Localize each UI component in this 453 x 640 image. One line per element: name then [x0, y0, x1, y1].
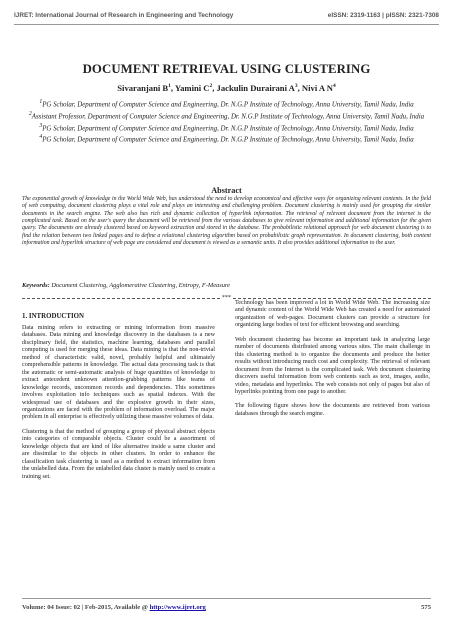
paragraph: The following figure shows how the documents are retrieved from various databases through the search engine.: [235, 403, 430, 417]
paper-title: DOCUMENT RETRIEVAL USING CLUSTERING: [82, 62, 371, 76]
header-rule: [14, 24, 439, 25]
abstract-heading: Abstract: [211, 186, 242, 195]
section-heading-introduction: 1. INTRODUCTION: [22, 313, 85, 320]
separator-line: [22, 298, 220, 299]
footer-rule: [22, 598, 431, 599]
paragraph: Technology has been improved a lot in World Wide Web. The increasing size and dynamic content of the World Wide Web has created a need for automated organization of web-pages. Document clusters can provide a structure for organizing large bodies of text for efficient browsing and searching.: [235, 300, 430, 329]
left-column: [22, 325, 215, 488]
affiliation: $^4$PG Scholar, Department of Computer Science and Engineering, Dr. N.G.P Institute of Technology, Anna University, Tamil Nadu, India: [39, 134, 414, 144]
affiliations: [22, 98, 431, 145]
keywords-label: Keywords:: [22, 282, 50, 289]
author: Yamini $C^2$: [174, 83, 213, 93]
issn: eISSN: 2319-1163 | pISSN: 2321-7308: [327, 12, 439, 19]
journal-name: IJRET: International Journal of Research in Engineering and Technology: [14, 12, 234, 19]
page-footer: [22, 604, 431, 611]
page-number: 575: [421, 604, 431, 611]
right-column: [235, 300, 430, 425]
paragraph: Data mining refers to extracting or mining information from massive databases. Data mining and knowledge discovery in the databases is a new disciplinary field, the statistics, machine learning, databases and parallel computing is used for merging these ideas. Data mining is that the non-trivial method of characteristic valid, novel, probably helpful and ultimately comprehensible patterns in knowledge. The actual data processing task is that the automatic or semi-automatic analysis of huge quantities of knowledge to extract antecedent unknown attention-grabbing patterns like teams of knowledge records, uncommon records and dependencies. This sometimes involves exploitation info techniques such as spatial indexes. With the widespread use of databases and the explosive growth in their sizes, organizations are faced with the problem of information overload. The major problem in all enterprise is effectively utilizing these massive volumes of data.: [22, 325, 215, 421]
author-list: Sivaranjani $B^1$, Yamini $C^2$, Jackulin Durairani $A^3$, Nivi A $N^4$: [117, 83, 336, 93]
author: Nivi A $N^4$: [301, 83, 336, 93]
keywords-text: Document Clustering, Agglomerative Clustering, Entropy, F-Measure: [51, 282, 230, 289]
footer-volume: Volume: 04 Issue: 02 | Feb-2015, Available @ http://www.ijret.org: [22, 604, 206, 611]
affiliation: $^3$PG Scholar, Department of Computer Science and Engineering, Dr. N.G.P Institute of Technology, Anna University, Tamil Nadu, India: [39, 122, 414, 132]
author: Sivaranjani $B^1$: [117, 83, 171, 93]
affiliation: $^2$Assistant Professor, Department of Computer Science and Engineering, Dr. N.G.P Institute of Technology, Anna University, Tamil Nadu, India: [28, 110, 425, 121]
running-header: [14, 12, 439, 19]
paragraph: Web document clustering has become an important task in analyzing large number of documents distributed among various sites. The main challenge in this clustering method is to organize the documents and produce the better results without introducing much cost and complexity. The retrieval of relevant document from the Internet is the complicated task. Web document clustering discovers useful information from web contents such as text, images, audio, video, metadata and hyperlinks. The web consists not only of pages but also of hyperlinks pointing from one page to another.: [235, 336, 430, 395]
author: Jackulin Durairani $A^3$: [216, 83, 298, 93]
separator-stars: ***: [222, 295, 231, 301]
keywords: [22, 282, 431, 289]
separator-line: [233, 298, 431, 299]
journal-link[interactable]: http://www.ijret.org: [149, 604, 206, 611]
abstract-body: The exponential growth of knowledge in the World Wide Web, has understood the need to develop economical and effective ways for organizing relevant contents. In the field of web computing, document clustering plays a vital role and plays an interesting and challenging problem. Document clustering is mainly used for grouping the similar documents in the search engine. The web also has rich and dynamic collection of hyperlink information. The retrieval of relevant document from the internet is the complicated task. Based on the user's query the document will be retrieved from the various databases to give relevant information and additional information for the given query. The documents are already clustered based on keyword extraction and stored in the database. The probabilistic relational approach for web document clustering is to find the relation between two linked pages and to define a relational clustering algorithm based on probabilistic graph representation. In document clustering, both content information and hyperlink structure of web page are considered and document is viewed as a semantic units. It also provides additional information to the user.: [22, 196, 431, 247]
paragraph: Clustering is that the method of grouping a group of physical abstract objects into categories of comparable objects. Cluster could be a assortment of knowledge objects that are kind of like alternative inside a same cluster and are dissimilar to the objects in other clusters. In order to enhance the classification task clustering is used as a method to extract information from the unlabelled data. From the unlabelled data cluster is mainly used to create a training set.: [22, 428, 215, 480]
affiliation: $^1$PG Scholar, Department of Computer Science and Engineering, Dr. N.G.P Institute of Technology, Anna University, Tamil Nadu, India: [39, 99, 414, 109]
